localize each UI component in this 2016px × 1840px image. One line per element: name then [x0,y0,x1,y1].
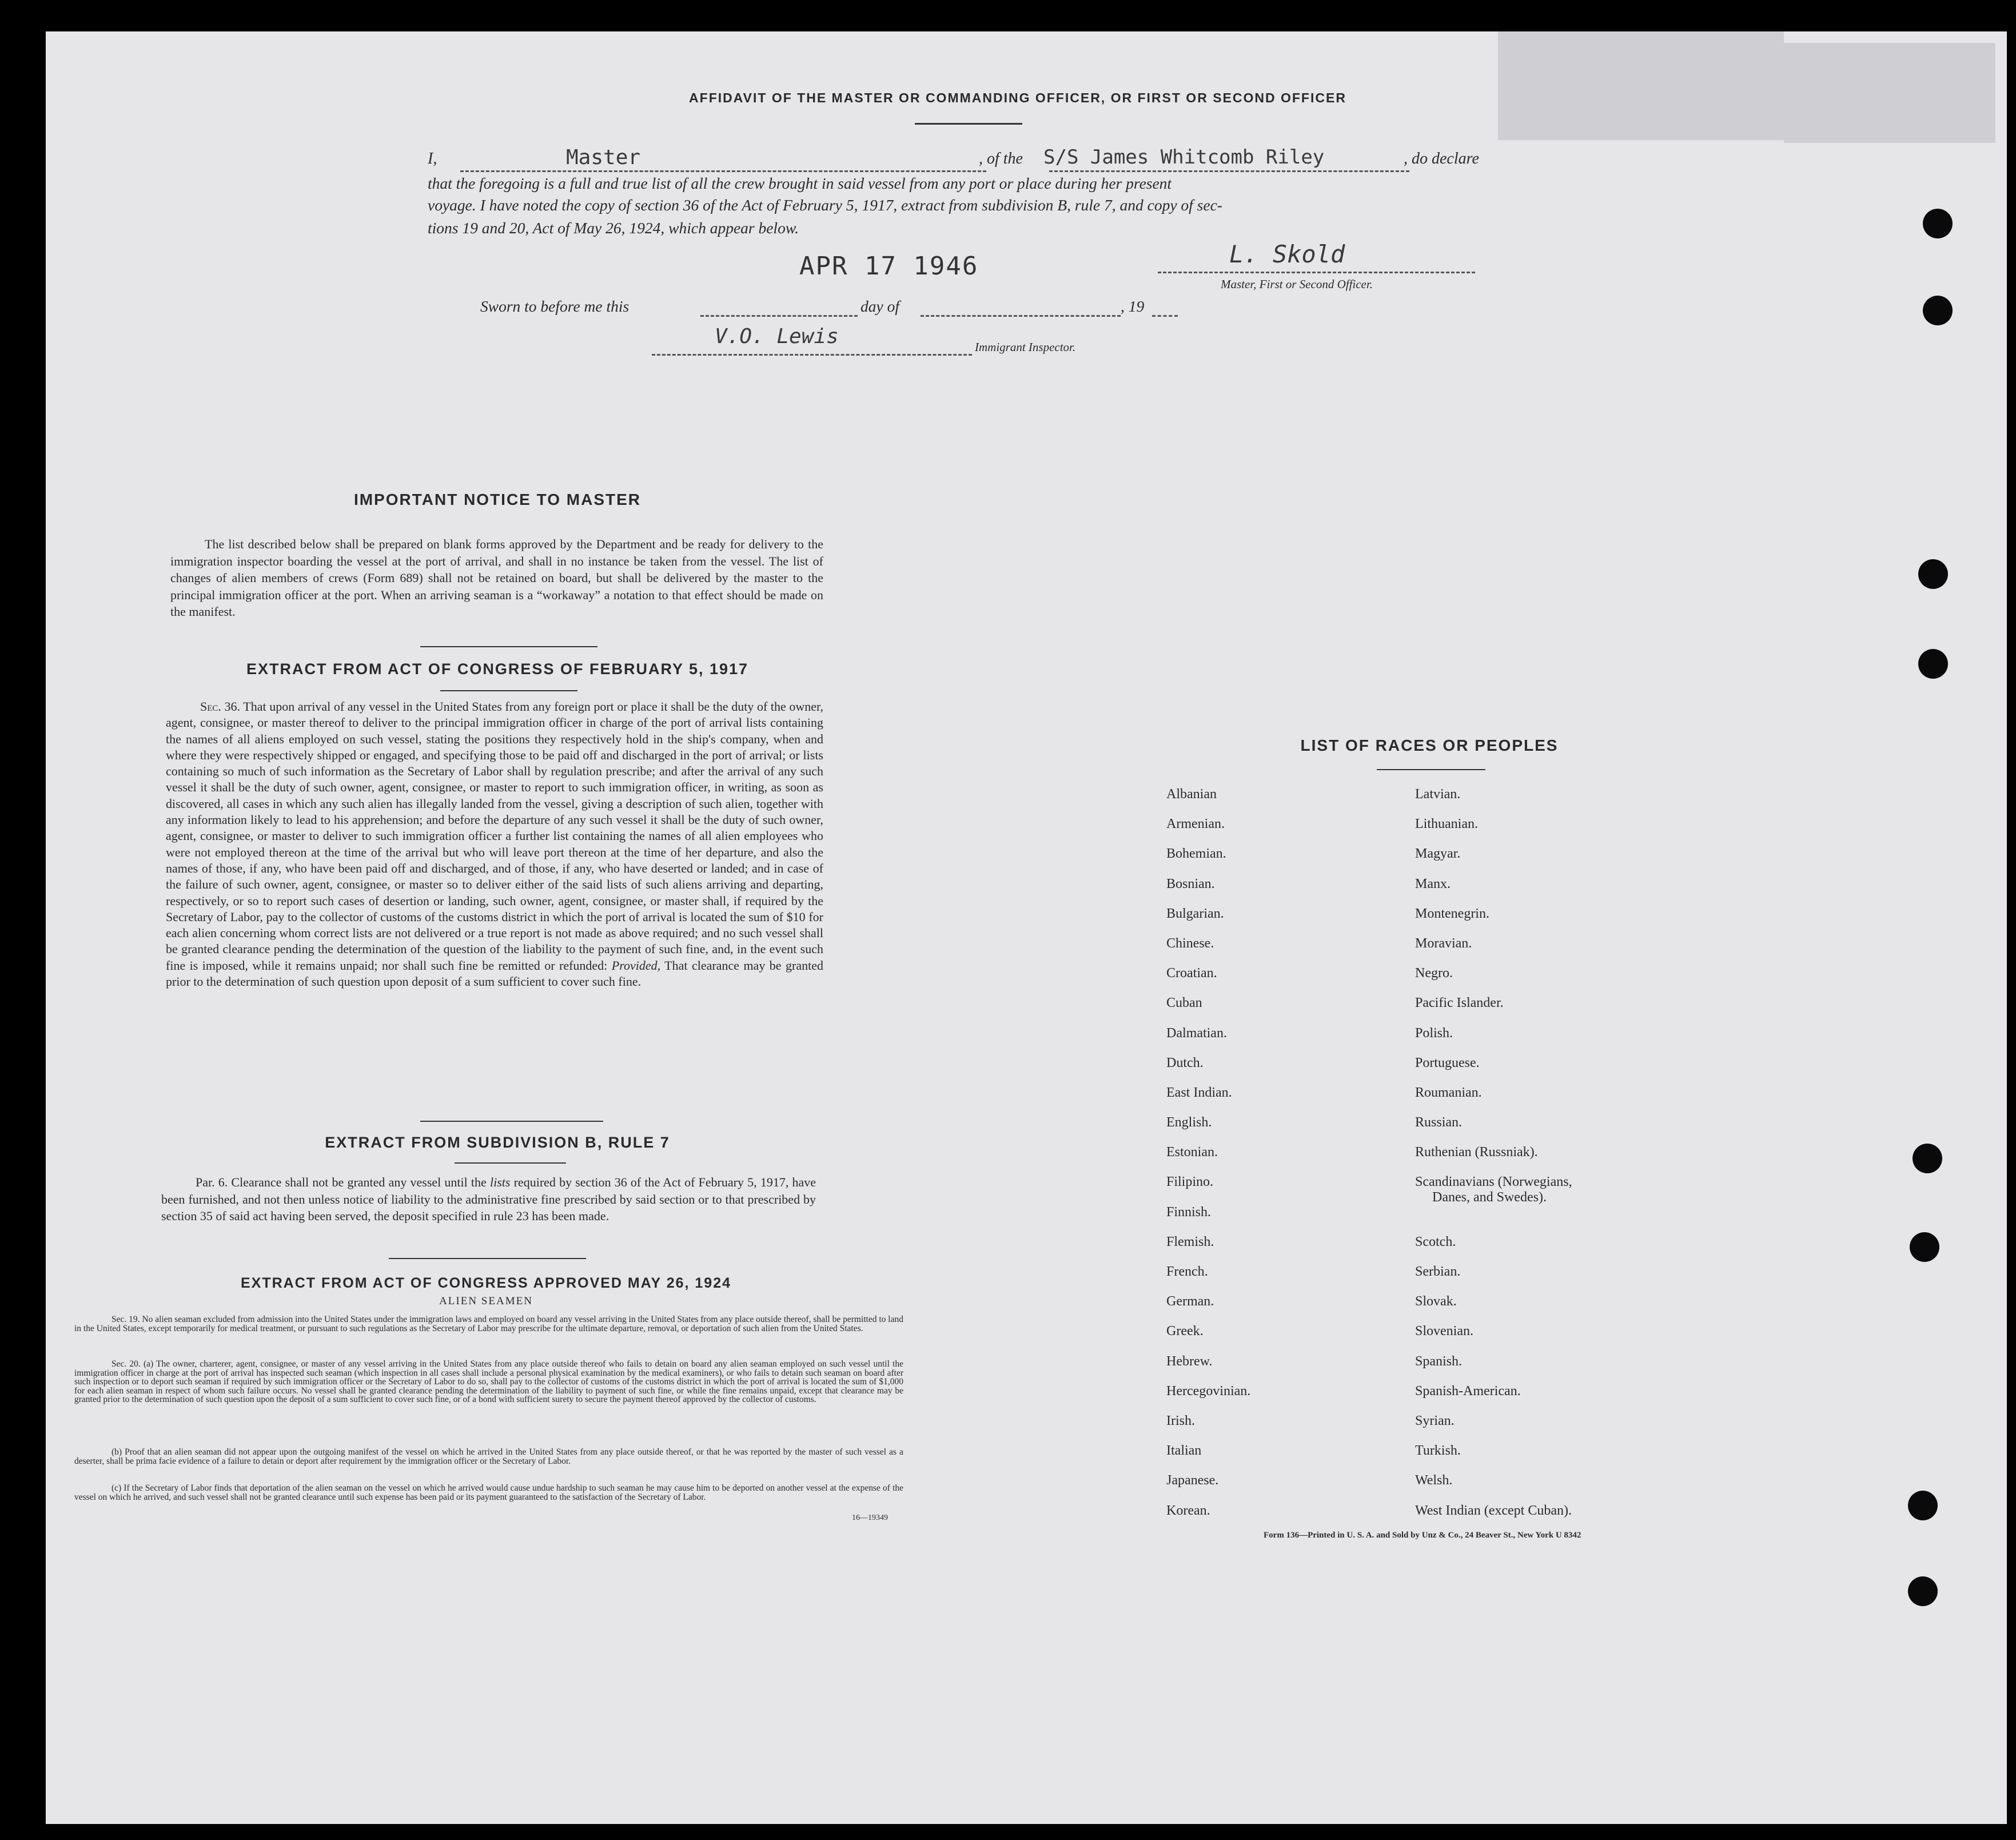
extract-1924-title: EXTRACT FROM ACT OF CONGRESS APPROVED MAY 26, 1924 [240,1275,732,1291]
provided-word: Provided, [611,958,661,973]
race-item: Cuban [1166,995,1202,1011]
race-item: Manx. [1415,876,1451,891]
alien-seamen-subtitle: ALIEN SEAMEN [439,1295,533,1307]
punch-hole [1923,209,1953,238]
section-divider [420,646,597,647]
race-item: Croatian. [1166,966,1217,981]
race-item: Armenian. [1166,817,1225,832]
race-item: Finnish. [1166,1204,1212,1220]
race-item: Filipino. [1166,1174,1214,1190]
master-signature: L. Skold [1229,240,1345,268]
race-item-label: Scandinavians (Norwegians, [1415,1174,1572,1190]
master-caption: Master, First or Second Officer. [1221,277,1373,291]
vessel-name-handwritten: S/S James Whitcomb Riley [1043,146,1325,169]
race-item [1415,1174,1572,1234]
sworn-month-blank [921,299,1121,317]
race-item: Syrian. [1415,1413,1455,1428]
section-divider [420,1121,603,1122]
race-item: Montenegrin. [1415,906,1489,921]
affidavit-line3: voyage. I have noted the copy of section 36 of the Act of February 5, 1917, extract from subdivision B, rule 7, and copy of sec- [428,196,1222,214]
notice-body: The list described below shall be prepared on blank forms approved by the Department and be ready for delivery to the immigration inspector boarding the vessel at the port of arrival, and shall in no instance be taken from the vessel. The list of changes of alien members of crews (Form 689) shall not be retained on board, but shall be delivered by the master to the principal immigration officer at the port. When an arriving seaman is a “workaway” a notation to that effect should be made on the manifest. [170,537,823,619]
rule7-text-b: required by section 36 of the Act of February 5, 1917, have been furnished, and not then unless notice of liability to the administrative fine prescribed by said section or to that prescribed by section 35 of said act having been served, the deposit specified in rule 23 has been made. [161,1175,816,1223]
race-item: English. [1166,1115,1212,1130]
race-item: Hebrew. [1166,1353,1213,1369]
punch-hole [1913,1144,1942,1173]
race-item: Bulgarian. [1166,906,1224,921]
race-item: Greek. [1166,1324,1204,1339]
sworn-day: day of [860,297,899,315]
race-item: Scotch. [1415,1234,1456,1249]
race-item: Lithuanian. [1415,817,1478,832]
race-item: Flemish. [1166,1234,1214,1249]
race-item: East Indian. [1166,1085,1232,1100]
section-divider [440,690,577,691]
affidavit-title: AFFIDAVIT OF THE MASTER OR COMMANDING OFFICER, OR FIRST OR SECOND OFFICER [689,90,1346,105]
section-divider [455,1162,566,1164]
scan-artifact-patch [1498,31,1784,140]
rule7-body [161,1174,816,1225]
punch-hole [1923,296,1953,325]
inspector-signature: V.O. Lewis [715,325,839,348]
sec20c-text: (c) If the Secretary of Labor finds that deportation of the alien seaman on the vessel on which he arrived would cause undue hardship to such seaman he may cause him to be deported on another vessel at the expense of the vessel on which he arrived, and such vessel shall not be granted clearance until such expense has been paid or its payment guaranteed to the satisfaction of the Secretary of Labor. [74,1483,903,1502]
race-item: West Indian (except Cuban). [1415,1503,1572,1518]
sec20a-text: Sec. 20. (a) The owner, charterer, agent, consignee, or master of any vessel arriving in the United States from any place outside thereof who fails to detain on board any alien seaman employed on such vessel until the immigration officer in charge at the port of arrival has inspected such seaman (which inspection in all cases shall include a personal physical examination by the medical examiners), or who fails to detain such seaman on board after such inspection or to deport such seaman if required by such immigration officer or the Secretary of Labor to do so, shall pay to the collector of customs of the customs district in which the port of arrival is located the sum of $1,000 for each alien seaman in respect of whom such failure occurs. No vessel shall be granted clearance pending the determination of the liability to payment of such fine, or while the fine remains unpaid, except that clearance may be granted prior to the determination of such question upon the deposit of a sum sufficient to cover such fine, or of a bond with sufficient surety to secure the payment thereof approved by the collector of customs. [74,1359,903,1405]
section-divider [389,1258,586,1259]
race-item: Latvian. [1415,787,1461,802]
race-item: Serbian. [1415,1264,1461,1280]
scan-artifact-patch [1784,43,1995,143]
punch-hole [1918,559,1948,589]
race-item: Russian. [1415,1115,1463,1130]
race-item: Hercegovinian. [1166,1383,1251,1399]
section-36-text: That upon arrival of any vessel in the United States from any foreign port or place it shall be the duty of the owner, agent, consignee, or master thereof to deliver to the principal immigration officer in charge of the port of arrival lists containing the names of all aliens employed on such vessel, stating the positions they respectively hold in the ship's company, when and where they were respectively shipped or engaged, and specifying those to be paid off and discharged in the port of arrival; or lists containing so much of such information as the Secretary of Labor shall by regulation prescribe; and after the arrival of any such vessel it shall be the duty of such owner, agent, consignee, or master to report to such immigration officer, in writing, as soon as discovered, all cases in which any such alien has illegally landed from the vessel, giving a description of such alien, together with any information likely to lead to his apprehension; and before the departure of any such vessel it shall be the duty of such owner, agent, consignee, or master to deliver to such immigration officer a further list containing the names of all alien employees who were not employed thereon at the time of the arrival but who will leave port thereon at the time of her departure, and also the names of those, if any, who have been paid off and discharged, and of those, if any, who have deserted or landed; and in case of the failure of such owner, agent, consignee, or master so to deliver either of the said lists of such aliens arriving and departing, respectively, or so to report such cases of desertion or landing, such owner, agent, consignee, or master shall, if required by the Secretary of Labor, pay to the collector of customs of the customs district in which the port of arrival is located the sum of $10 for each alien concerning whom correct lists are not delivered or a true report is not made as above required; and no such vessel shall be granted clearance pending the determination of the question of the liability to the payment of such fine, and, in the event such fine is imposed, while it remains unpaid; nor shall such fine be remitted or refunded: [166,699,824,973]
line1-prefix: I, [428,150,437,168]
race-item: German. [1166,1294,1214,1309]
race-item: Japanese. [1166,1473,1219,1488]
race-item: Polish. [1415,1025,1453,1041]
race-item: Roumanian. [1415,1085,1482,1100]
inspector-caption: Immigrant Inspector. [975,340,1076,354]
races-title: LIST OF RACES OR PEOPLES [1300,736,1559,754]
race-item: Bosnian. [1166,876,1215,891]
race-item: Spanish-American. [1415,1383,1521,1399]
lists-word: lists [489,1175,511,1189]
race-item: Slovenian. [1415,1324,1473,1339]
sworn-year: , 19 [1121,297,1145,315]
punch-hole [1918,649,1948,679]
title-divider [915,123,1022,125]
rule7-text-a: Par. 6. Clearance shall not be granted any vessel until the [196,1175,487,1189]
race-item: Chinese. [1166,935,1214,951]
race-item: Portuguese. [1415,1055,1480,1070]
punch-hole [1908,1491,1938,1520]
sworn-prefix: Sworn to before me this [480,297,629,315]
punch-hole [1910,1232,1939,1262]
race-item: Estonian. [1166,1145,1218,1160]
race-item: Ruthenian (Russniak). [1415,1145,1538,1160]
race-item: Irish. [1166,1413,1195,1428]
line1-suffix: , do declare [1404,150,1479,168]
master-name-handwritten: Master [566,146,641,169]
races-right-column [1415,787,1572,1533]
race-item: Negro. [1415,966,1453,981]
affidavit-line2: that the foregoing is a full and true list of all the crew brought in said vessel from any port or place during her present [428,174,1172,192]
sec20b-text: (b) Proof that an alien seaman did not appear upon the outgoing manifest of the vessel on which he arrived in the United States from any place outside thereof, or that he was reported by the master of such vessel as a deserter, shall be prima facie evidence of a failure to detain or deport after requirement by the immigration officer or the Secretary of Labor. [74,1447,903,1466]
race-item: Korean. [1166,1503,1210,1518]
sec19-text: Sec. 19. No alien seaman excluded from admission into the United States under the immigration laws and employed on board any vessel arriving in the United States from any place outside thereof, shall be permitted to land in the United States, except temporarily for medical treatment, or pursuant to such regulations as the Secretary of Labor may prescribe for the ultimate departure, removal, or deportation of such alien from the United States. [74,1315,903,1333]
provided-text: That clearance may be granted prior to the determination of such question upon deposit of a sum sufficient to cover such fine. [166,958,823,989]
section-label: Sec. 36. [200,699,241,714]
affidavit-line4: tions 19 and 20, Act of May 26, 1924, which appear below. [428,219,799,237]
race-item: Turkish. [1415,1443,1461,1459]
notice-title: IMPORTANT NOTICE TO MASTER [353,491,642,508]
race-item-continuation: Danes, and Swedes). [1432,1190,1547,1205]
races-title-divider [1377,769,1485,770]
race-item: Pacific Islander. [1415,995,1504,1011]
punch-hole [1908,1576,1938,1606]
race-item: Bohemian. [1166,846,1226,862]
race-item: Italian [1166,1443,1202,1459]
race-item: Welsh. [1415,1473,1453,1488]
extract-1917-title: EXTRACT FROM ACT OF CONGRESS OF FEBRUARY 5, 1917 [246,660,749,678]
sworn-day-blank [700,299,858,317]
date-stamp: APR 17 1946 [799,252,979,281]
race-item: Spanish. [1415,1353,1463,1369]
race-item: Magyar. [1415,846,1461,862]
race-item: Dalmatian. [1166,1025,1227,1041]
races-left-column [1166,787,1250,1533]
race-item: Albanian [1166,787,1217,802]
affidavit-line1 [428,150,437,168]
form-note: Form 136—Printed in U. S. A. and Sold by Unz & Co., 24 Beaver St., New York U 8342 [1264,1531,1581,1540]
form-code: 16—19349 [852,1514,888,1522]
race-item: French. [1166,1264,1208,1279]
rule7-title: EXTRACT FROM SUBDIVISION B, RULE 7 [325,1134,670,1151]
race-item: Moravian. [1415,935,1472,951]
line1-mid: , of the [979,150,1023,168]
extract-1917-body [166,699,823,990]
race-item: Slovak. [1415,1294,1457,1309]
race-item: Dutch. [1166,1055,1204,1070]
master-name-line [460,153,986,172]
sworn-year-blank [1152,299,1178,317]
